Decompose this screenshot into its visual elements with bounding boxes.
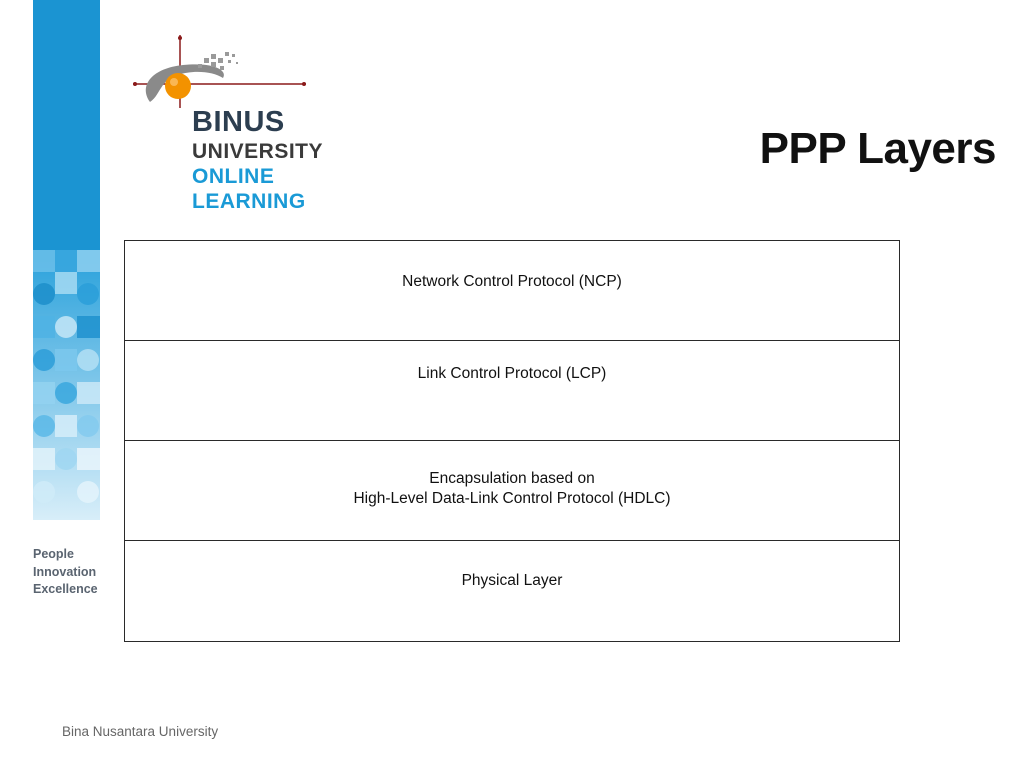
blue-pattern-graphic <box>33 0 100 520</box>
logo-text-binus: BINUS <box>192 106 285 138</box>
logo-text-university: UNIVERSITY <box>192 140 324 163</box>
tagline-line: Innovation <box>33 564 97 579</box>
logo-emblem-graphic <box>128 30 328 110</box>
layer-label: Network Control Protocol (NCP) <box>402 273 622 290</box>
layer-label: Encapsulation based on <box>429 470 595 487</box>
footer-text: Bina Nusantara University <box>62 724 219 739</box>
layer-lcp <box>125 341 899 441</box>
logo-text-online: ONLINE <box>192 165 275 188</box>
layer-label: Physical Layer <box>461 572 563 589</box>
layer-label: Link Control Protocol (LCP) <box>417 365 607 382</box>
layer-label: High-Level Data-Link Control Protocol (HDLC) <box>353 490 671 507</box>
layer-hdlc <box>125 441 899 541</box>
tagline <box>33 546 98 599</box>
layer-ncp <box>125 241 899 341</box>
layer-physical <box>125 541 899 641</box>
ppp-layer-stack <box>124 240 900 642</box>
logo-text-learning: LEARNING <box>192 190 306 213</box>
tagline-line: Excellence <box>33 582 98 596</box>
decorative-blue-strip <box>33 0 100 520</box>
page-title: PPP Layers <box>759 124 996 173</box>
binus-logo <box>128 30 328 220</box>
tagline-line: People <box>33 547 74 561</box>
